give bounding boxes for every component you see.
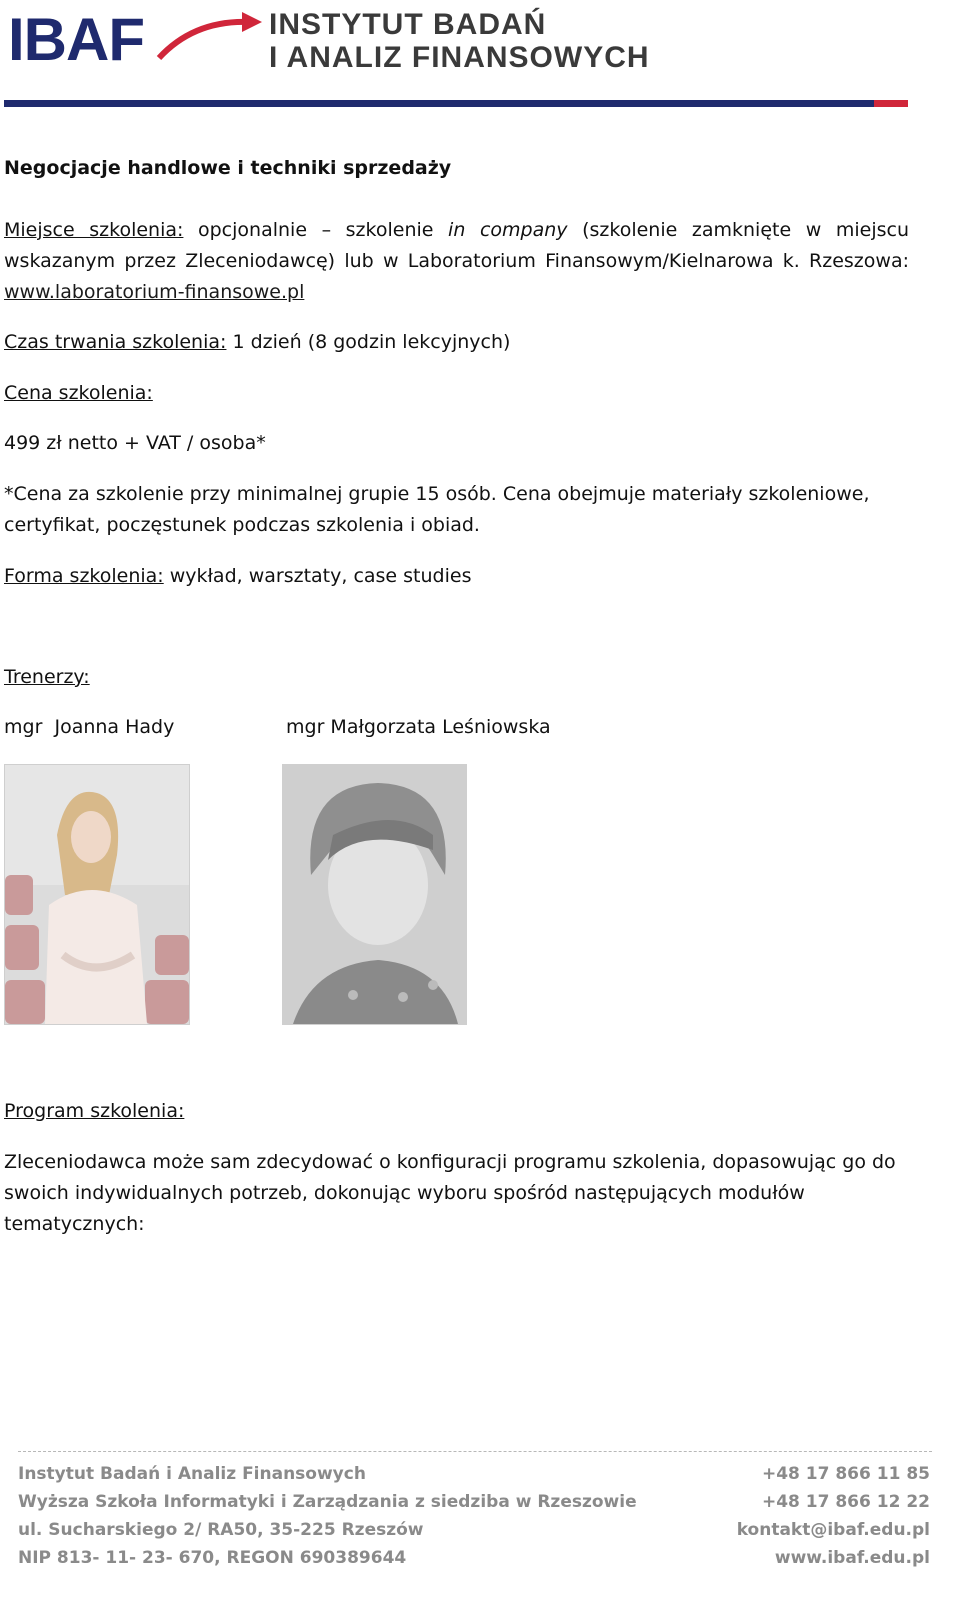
trainer-name-2: mgr Małgorzata Leśniowska [286,716,551,738]
trainers-label: Trenerzy: [4,666,90,688]
ibaf-logo [4,4,716,76]
price-label: Cena szkolenia: [4,382,153,404]
price-value: 499 zł netto + VAT / osoba* [4,432,266,454]
footer-line: Instytut Badań i Analiz Finansowych [18,1464,366,1484]
price-note: *Cena za szkolenie przy minimalnej grupie 15 osób. Cena obejmuje materiały szkoleniowe, certyfikat, poczęstunek podczas szkolenia i obiad. [4,483,870,536]
location-label: Miejsce szkolenia: [4,219,184,241]
program-text: Zleceniodawca może sam zdecydować o konfiguracji programu szkolenia, dopasowując go do swoich indywidualnych potrzeb, dokonując wyboru spośród następujących modułów tematycznych: [4,1151,896,1235]
laboratory-link[interactable]: www.laboratorium-finansowe.pl [4,281,305,303]
trainer-name-1: mgr Joanna Hady [4,716,175,738]
footer-contact [737,1460,930,1572]
institute-name-line1: INSTYTUT BADAŃ [269,8,547,41]
form-value: wykład, warsztaty, case studies [163,565,472,587]
location-section: Miejsce szkolenia: opcjonalnie – szkolenie in company (szkolenie zamknięte w miejscu wskazanym przez Zleceniodawcę) lub w Laboratorium Finansowym/Kielnarowa k. Rzeszowa: www.laboratorium-finansowe.pl [4,219,909,303]
training-title: Negocjacje handlowe i techniki sprzedaży [4,157,452,179]
footer-line: Wyższa Szkoła Informatyki i Zarządzania z siedziba w Rzeszowie [18,1492,637,1512]
footer-email[interactable]: kontakt@ibaf.edu.pl [736,1520,930,1540]
header-rule [4,100,908,107]
footer-line: NIP 813- 11- 23- 670, REGON 690389644 [18,1548,407,1568]
footer-website[interactable]: www.ibaf.edu.pl [774,1548,930,1568]
duration-label: Czas trwania szkolenia: [4,331,227,353]
price-label-row [4,378,909,409]
trainer-photo-2-image [283,765,466,1024]
program-label: Program szkolenia: [4,1100,185,1122]
footer-rule [18,1451,932,1452]
trainers-label-row [4,662,909,693]
trainer-photo-2 [282,764,467,1025]
form-section [4,561,909,592]
program-label-row [4,1096,909,1127]
footer-phone-1: +48 17 866 11 85 [761,1464,930,1484]
logo-wordmark: IBAF [8,6,144,73]
form-label: Forma szkolenia: [4,565,164,587]
duration-value: 1 dzień (8 godzin lekcyjnych) [226,331,511,353]
trainer-photo-1-image [5,765,189,1024]
footer-phone-2: +48 17 866 12 22 [761,1492,930,1512]
footer-address [18,1460,637,1572]
institute-name [269,8,650,74]
trainer-photo-1 [4,764,190,1025]
institute-name-line2: I ANALIZ FINANSOWYCH [269,41,650,74]
footer-line: ul. Sucharskiego 2/ RA50, 35-225 Rzeszów [18,1520,424,1540]
duration-section [4,327,909,358]
logo-swoosh-icon [154,10,264,70]
